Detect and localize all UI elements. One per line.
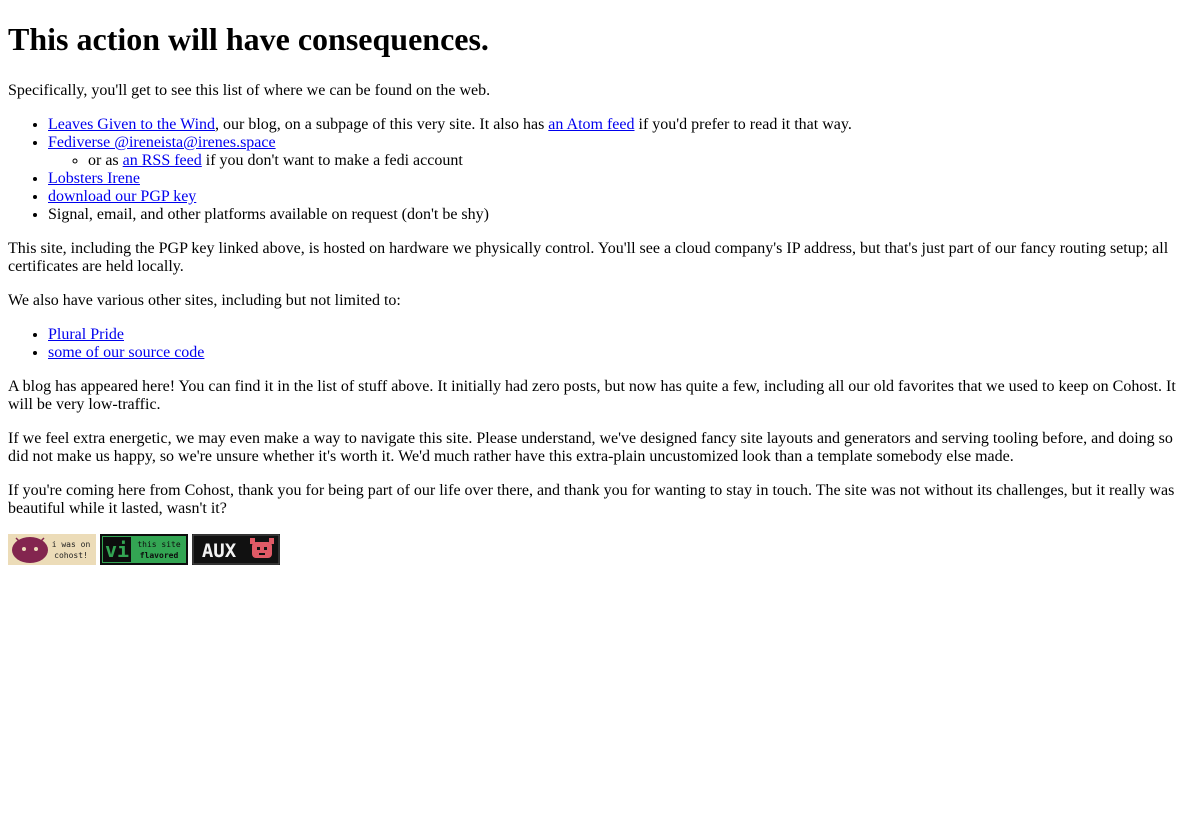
navigation-paragraph: If we feel extra energetic, we may even make a way to navigate this site. Please understand, we've designed fancy site layouts and generators and serving tooling before, and doing so did not make us happy, so we're unsure whether it's worth it. We'd much rather have this extra-plain uncustomized look than a template somebody else made.	[8, 430, 1173, 465]
fediverse-sublist	[48, 152, 1192, 170]
rss-description: if you don't want to make a fedi account	[201, 152, 463, 169]
page	[0, 21, 1200, 565]
list-item-source-code	[48, 344, 1192, 362]
list-item-fediverse	[48, 134, 1192, 170]
blog-description: , our blog, on a subpage of this very site. It also has	[215, 116, 549, 133]
rss-prefix: or as	[88, 152, 123, 169]
fediverse-link[interactable]: Fediverse @ireneista@irenes.space	[48, 134, 276, 151]
pgp-key-link[interactable]: download our PGP key	[48, 188, 197, 205]
blog-paragraph: A blog has appeared here! You can find it in the list of stuff above. It initially had zero posts, but now has quite a few, including all our old favorites that we used to keep on Cohost. It will be very low-traffic.	[8, 378, 1176, 413]
signal-text: Signal, email, and other platforms available on request (don't be shy)	[48, 206, 489, 223]
badge-row	[8, 534, 1192, 565]
hosting-paragraph: This site, including the PGP key linked above, is hosted on hardware we physically control. You'll see a cloud company's IP address, but that's just part of our fancy routing setup; all certificates are held locally.	[8, 240, 1169, 275]
atom-feed-description: if you'd prefer to read it that way.	[634, 116, 852, 133]
vi-mark: vi	[104, 538, 130, 562]
list-item-lobsters	[48, 170, 1192, 188]
aux-mark: AUX	[201, 540, 237, 562]
eggbug-icon	[12, 537, 48, 563]
intro-text: Specifically, you'll get to see this list of where we can be found on the web.	[8, 82, 491, 99]
vi-badge-text-2: flavored	[139, 551, 179, 560]
plural-pride-link[interactable]: Plural Pride	[48, 326, 124, 343]
source-code-link[interactable]: some of our source code	[48, 344, 205, 361]
cohost-badge[interactable]	[8, 534, 96, 565]
list-item-blog	[48, 116, 1192, 134]
aux-badge[interactable]	[192, 534, 280, 565]
blog-link[interactable]: Leaves Given to the Wind	[48, 116, 216, 133]
web-presence-list	[8, 116, 1192, 224]
list-item-signal	[48, 206, 1192, 224]
list-item-pgp	[48, 188, 1192, 206]
atom-feed-link[interactable]: an Atom feed	[548, 116, 635, 133]
rss-feed-link[interactable]: an RSS feed	[122, 152, 202, 169]
lobsters-link[interactable]: Lobsters Irene	[48, 170, 140, 187]
other-sites-list	[8, 326, 1192, 362]
cohost-badge-text-2: cohost!	[54, 551, 88, 560]
cohost-paragraph: If you're coming here from Cohost, thank you for being part of our life over there, and thank you for wanting to stay in touch. The site was not without its challenges, but it really was beautiful while it lasted, wasn't it?	[8, 482, 1175, 517]
list-item-rss	[88, 152, 1192, 170]
cohost-badge-text-1: i was on	[51, 540, 91, 549]
list-item-plural-pride	[48, 326, 1192, 344]
vi-badge[interactable]	[100, 534, 188, 565]
vi-badge-text-1: this site	[137, 540, 181, 549]
other-sites-intro: We also have various other sites, including but not limited to:	[8, 292, 401, 309]
page-title: This action will have consequences.	[8, 21, 489, 57]
